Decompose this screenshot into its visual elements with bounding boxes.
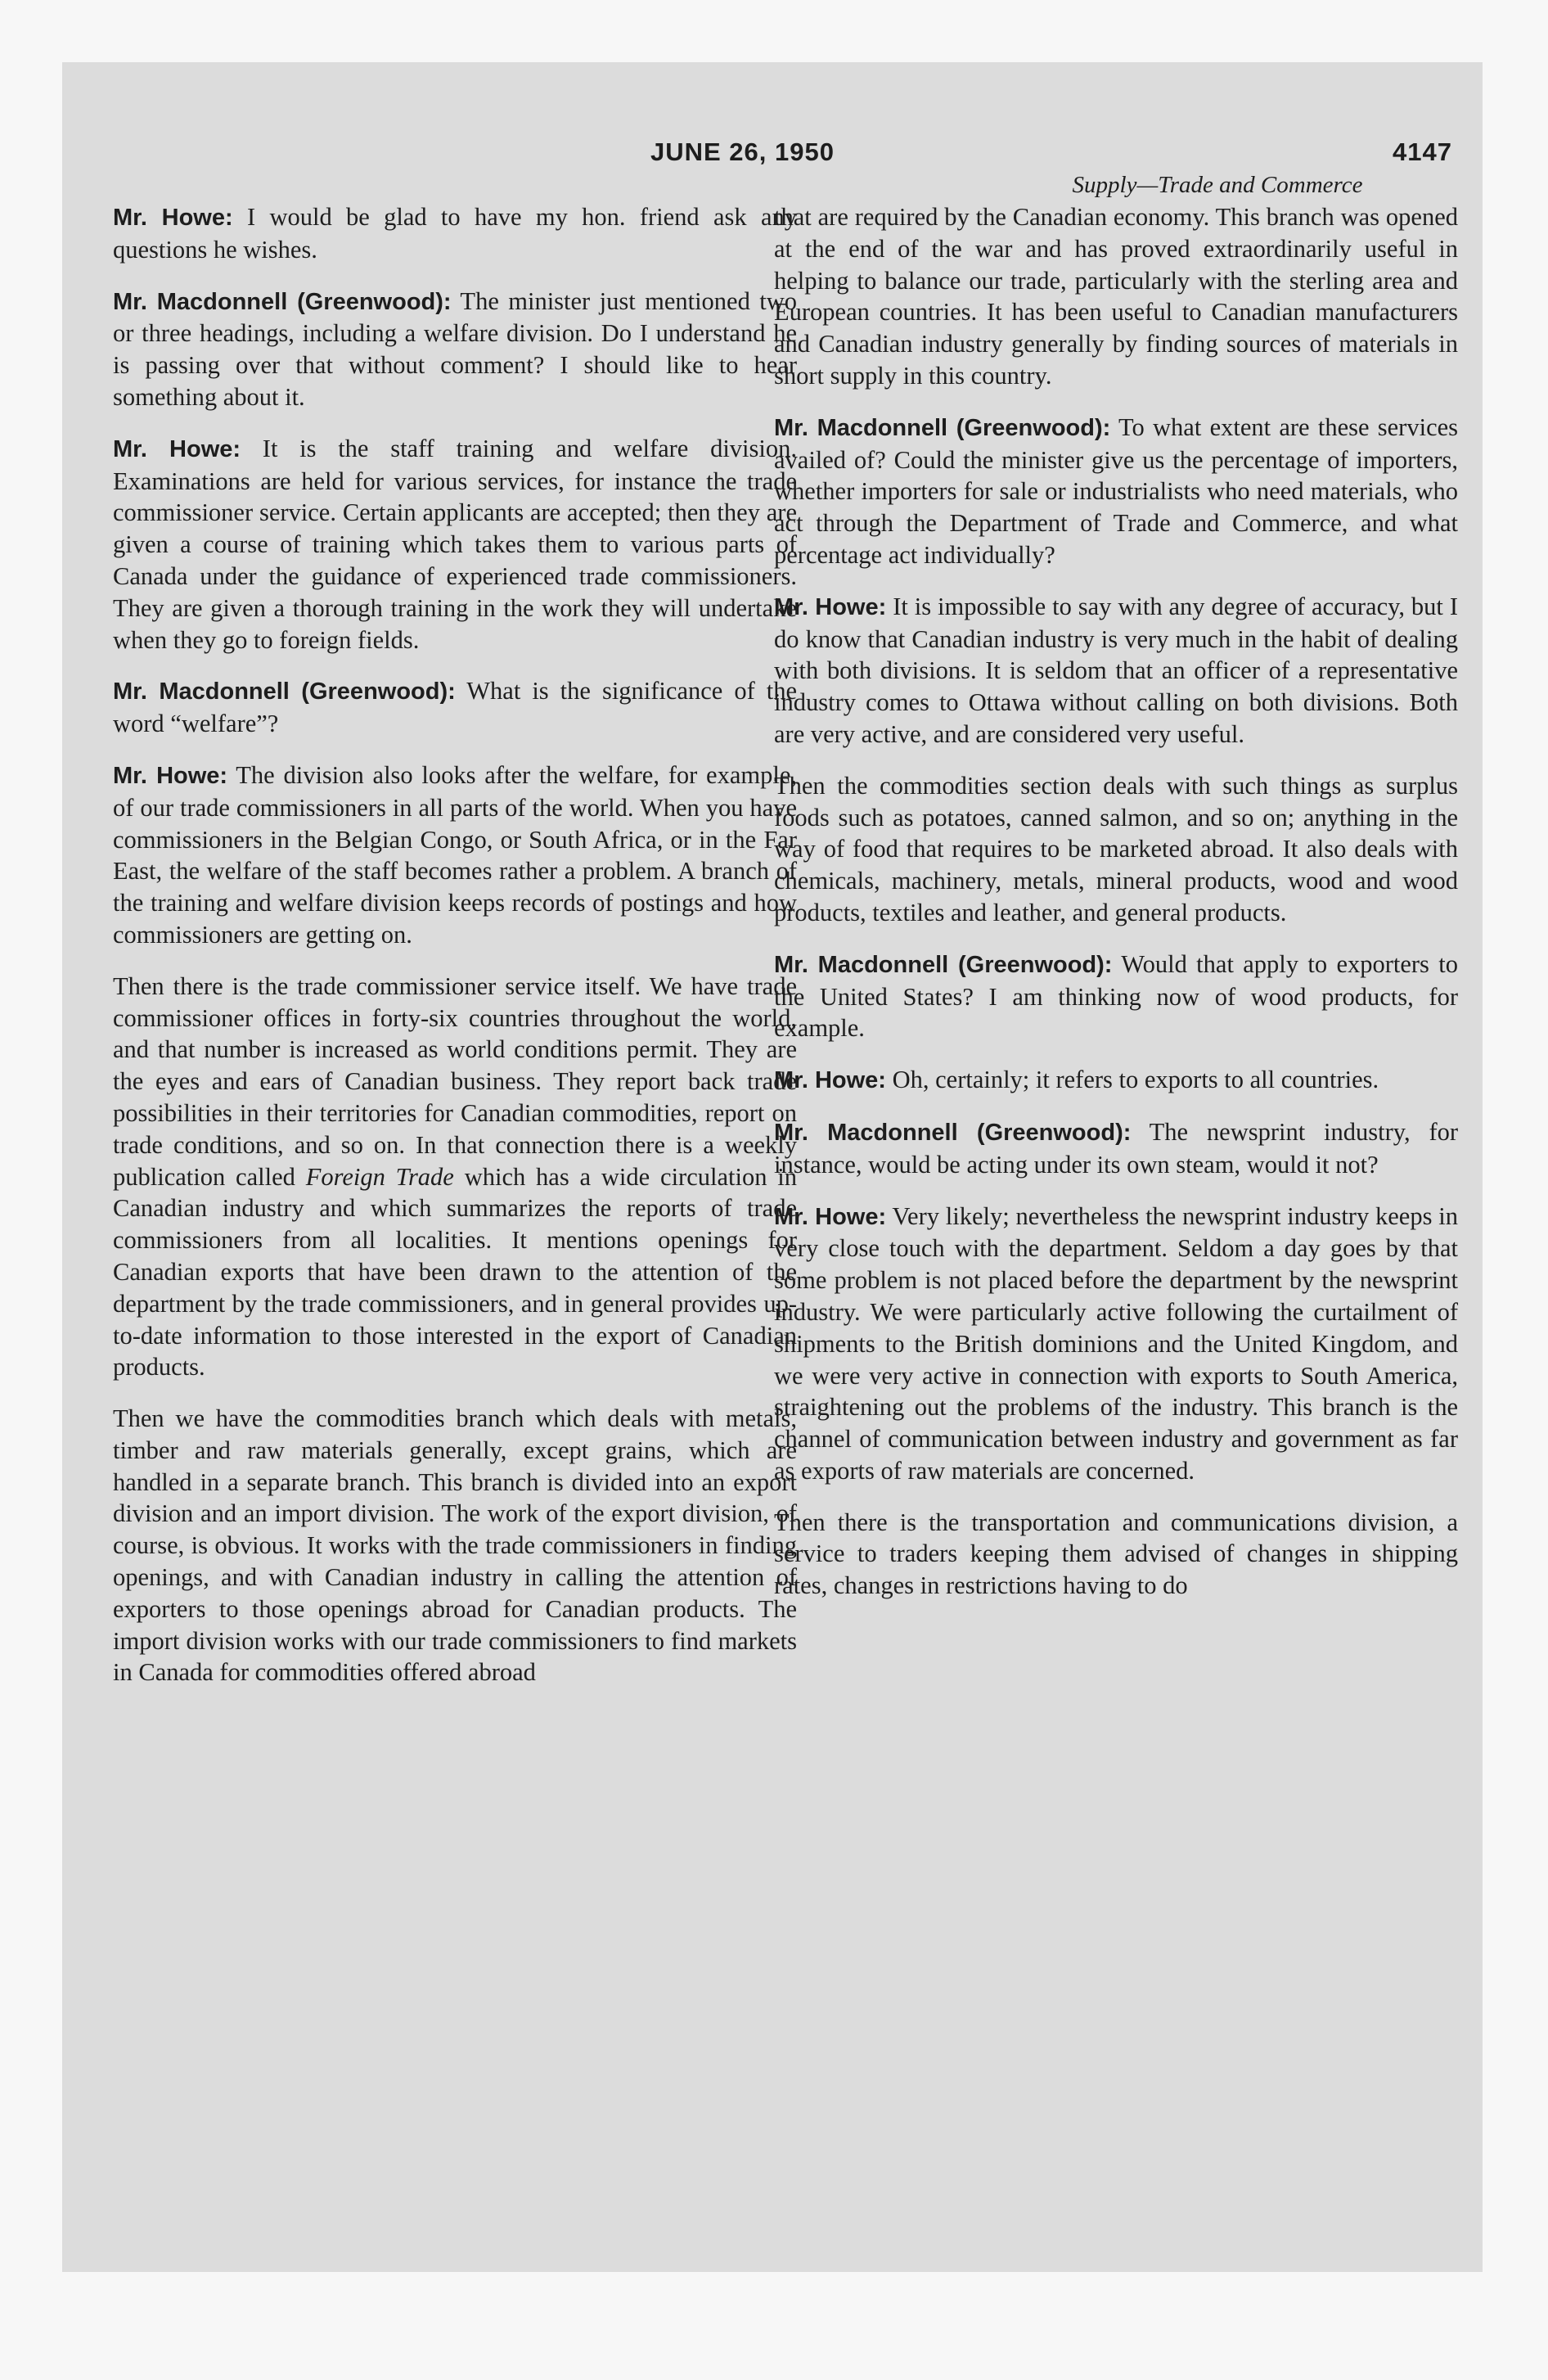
right-column: [774, 201, 1458, 1621]
paragraph: [774, 770, 1458, 929]
paragraph: [113, 286, 797, 413]
paragraph: [113, 201, 797, 266]
paragraph: [774, 1064, 1458, 1097]
speaker-name: Mr. Howe:: [113, 435, 241, 462]
speaker-name: Mr. Howe:: [774, 1203, 887, 1230]
paragraph: [774, 1116, 1458, 1181]
publication-title: Foreign Trade: [305, 1162, 454, 1191]
paragraph-text: What is the significance of the word “welfare”?: [113, 677, 797, 738]
paragraph-text: The newsprint industry, for instance, would be acting under its own steam, would it not?: [774, 1117, 1459, 1179]
paragraph: [774, 1201, 1458, 1487]
paragraph-text: The division also looks after the welfare, for example, of our trade commissioners in all parts of the world. When you have commissioners in the Belgian Congo, or South Africa, or in the Far East, the welfare of the staff becomes rather a problem. A branch of the training and welfare division keeps records of postings and how commissioners are getting on.: [113, 760, 797, 949]
speaker-name: Mr. Macdonnell (Greenwood):: [774, 1119, 1132, 1146]
speaker-name: Mr. Macdonnell (Greenwood):: [774, 951, 1113, 978]
paragraph: [774, 1507, 1458, 1602]
paragraph-text: which has a wide circulation in Canadian industry and which summarizes the reports of trade commissioners from all localities. It mentions openings for Canadian exports that have been drawn to the attention of the department by the trade commissioners, and in general provides up-to-date information to those interested in the export of Canadian products.: [113, 1162, 797, 1382]
paragraph-text: It is the staff training and welfare division. Examinations are held for various services, for instance the trade commissioner service. Certain applicants are accepted; then they are given a course of training which takes them to various parts of Canada under the guidance of experienced trade commissioners. They are given a thorough training in the work they will undertake when they go to foreign fields.: [113, 434, 797, 654]
paragraph-text: Then there is the trade commissioner service itself. We have trade commissioner offices in forty-six countries throughout the world, and that number is increased as world conditions permit. They are the eyes and ears of Canadian business. They report back trade possibilities in their territories for Canadian commodities, report on trade conditions, and so on. In that connection there is a weekly publication called: [113, 971, 797, 1191]
paragraph-text: To what extent are these services availed of? Could the minister give us the percentage of importers, whether importers for sale or industrialists who need materials, who act through the Department of Trade and Commerce, and what percentage act individually?: [774, 412, 1459, 569]
paragraph: [774, 412, 1458, 571]
left-column: [113, 201, 797, 1708]
speaker-name: Mr. Macdonnell (Greenwood):: [113, 678, 456, 705]
paragraph: [774, 201, 1458, 392]
page-number: 4147: [1393, 137, 1452, 166]
speaker-name: Mr. Macdonnell (Greenwood):: [113, 288, 452, 315]
paragraph: [113, 760, 797, 951]
paragraph-text: that are required by the Canadian economy. This branch was opened at the end of the war and has proved extraordinarily useful in helping to balance our trade, particularly with the sterling area and European countries. It has been useful to Canadian manufacturers and Canadian industry generally by finding sources of materials in short supply in this country.: [774, 203, 1458, 390]
paragraph: [113, 433, 797, 656]
paragraph-text: Would that apply to exporters to the United States? I am thinking now of wood products, for example.: [774, 949, 1458, 1043]
speaker-name: Mr. Howe:: [774, 593, 887, 620]
paragraph: [774, 949, 1458, 1044]
paragraph-text: Very likely; nevertheless the newsprint industry keeps in very close touch with the department. Seldom a day goes by that some problem is not placed before the department by the newsprint industry. We were particularly active following the curtailment of shipments to the British dominions and the United Kingdom, and we were very active in connection with exports to South America, straightening out the problems of the industry. This branch is the channel of communication between industry and government as far as exports of raw materials are concerned.: [774, 1201, 1458, 1485]
paragraph-text: The minister just mentioned two or three headings, including a welfare division. Do I understand he is passing over that without comment? I should like to hear something about it.: [113, 286, 797, 411]
page-subject: Supply—Trade and Commerce: [1072, 172, 1363, 198]
speaker-name: Mr. Howe:: [113, 762, 228, 789]
paragraph-text: It is impossible to say with any degree of accuracy, but I do know that Canadian industry is very much in the habit of dealing with both divisions. It is seldom that an officer of a representative industry comes to Ottawa without calling on both divisions. Both are very active, and are considered very useful.: [774, 592, 1458, 748]
speaker-name: Mr. Macdonnell (Greenwood):: [774, 414, 1111, 441]
paragraph-text: I would be glad to have my hon. friend ask any questions he wishes.: [113, 203, 797, 264]
speaker-name: Mr. Howe:: [774, 1067, 886, 1094]
paragraph-text: Oh, certainly; it refers to exports to all countries.: [885, 1066, 1379, 1094]
paragraph-text: Then we have the commodities branch which deals with metals, timber and raw materials generally, except grains, which are handled in a separate branch. This branch is divided into an export division and an import division. The work of the export division, of course, is obvious. It works with the trade commissioners in finding openings, and with Canadian industry in calling the attention of exporters to those openings abroad for Canadian products. The import division works with our trade commissioners to find markets in Canada for commodities offered abroad: [113, 1404, 797, 1687]
paragraph: [113, 971, 797, 1383]
paragraph-text: Then the commodities section deals with such things as surplus foods such as potatoes, canned salmon, and so on; anything in the way of food that requires to be marketed abroad. It also deals with chemicals, machinery, metals, mineral products, wood and wood products, textiles and leather, and general products.: [774, 771, 1458, 926]
paragraph-text: Then there is the transportation and communications division, a service to traders keeping them advised of changes in shipping rates, changes in restrictions having to do: [774, 1508, 1458, 1600]
speaker-name: Mr. Howe:: [113, 205, 233, 231]
page-date: JUNE 26, 1950: [650, 137, 835, 166]
paragraph: [113, 675, 797, 740]
paragraph: [774, 591, 1458, 751]
paragraph: [113, 1403, 797, 1688]
